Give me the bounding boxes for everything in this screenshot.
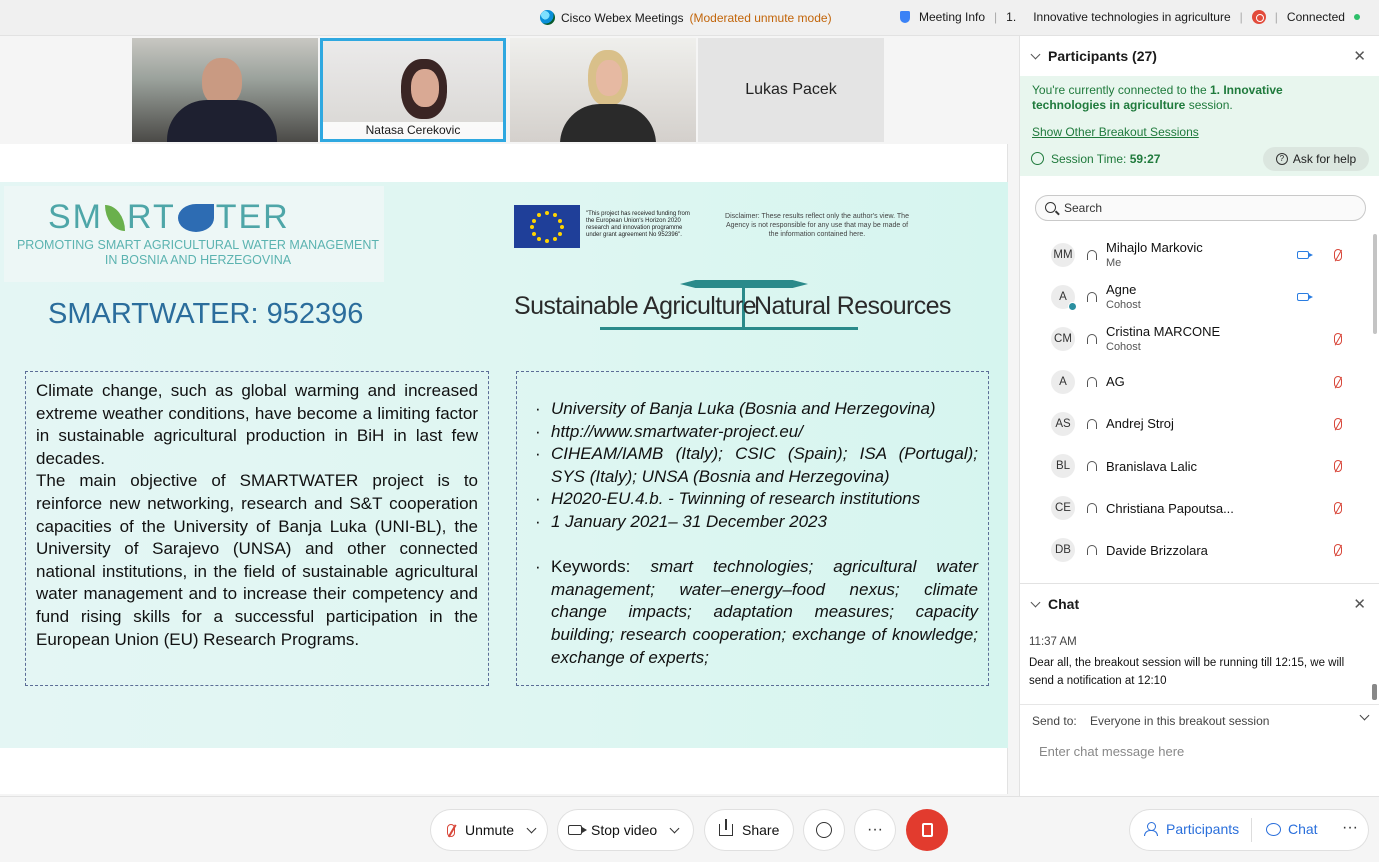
chat-section [1020, 583, 1379, 796]
logo-title [48, 198, 290, 237]
video-strip [0, 36, 1008, 144]
participant-face [596, 60, 622, 96]
chevron-down-icon[interactable] [670, 823, 680, 833]
leaf-icon [105, 205, 125, 231]
share-button[interactable] [705, 810, 793, 850]
meeting-info-button[interactable]: Meeting Info [919, 10, 986, 24]
participant-row[interactable] [1020, 529, 1370, 571]
logo-text: RT [127, 198, 176, 236]
disclaimer: Disclaimer: These results reflect only the author's view. The Agency is not responsible for any use that may be made of the information contained here. [725, 213, 909, 238]
participant-list-scrollbar[interactable] [1373, 234, 1377, 334]
unmute-mode-label: (Moderated unmute mode) [689, 10, 832, 25]
participants-title: Participants (27) [1048, 48, 1157, 64]
participants-header[interactable] [1020, 36, 1379, 76]
water-drop-icon [178, 204, 214, 232]
mic-muted-icon[interactable] [1334, 376, 1342, 388]
shared-content-area [0, 144, 1008, 794]
detail-item: · http://www.smartwater-project.eu/ [527, 421, 978, 444]
detail-item: · University of Banja Luka (Bosnia and Herzegovina) [527, 398, 978, 421]
presence-icon [1068, 302, 1077, 311]
avatar [1051, 285, 1075, 309]
send-to-value[interactable]: Everyone in this breakout session [1090, 714, 1270, 728]
panel-toggle-group [1130, 810, 1368, 850]
avatar: MM [1051, 243, 1075, 267]
banner-prefix: You're currently connected to the [1032, 83, 1207, 97]
participant-name: Agne [1106, 282, 1137, 298]
participant-head [202, 58, 242, 106]
description-paragraph: The main objective of SMARTWATER project is to reinforce new networking, research and S&T cooperation capacities of the University of Banja Luka (UNI-BL), the University of Sarajevo (UNSA) and other connected national institutions, in the field of sustainable agricultural water management and to increase their competency and fund rising skills for a successful participation in the European Union (EU) Research Programs. [36, 471, 478, 649]
video-tile[interactable] [510, 38, 696, 142]
chevron-down-icon[interactable] [1031, 597, 1041, 607]
participant-name: Andrej Stroj [1106, 416, 1174, 432]
shield-icon[interactable] [900, 11, 910, 23]
video-tile-name: Lukas Pacek [745, 81, 837, 98]
mic-muted-icon[interactable] [1334, 502, 1342, 514]
chat-message: Dear all, the breakout session will be running till 12:15, we will send a notification at 12:10 [1029, 657, 1345, 687]
mic-muted-icon[interactable] [1334, 418, 1342, 430]
app-name: Cisco Webex Meetings [561, 10, 684, 25]
chat-timestamp: 11:37 AM [1029, 636, 1077, 648]
sa-logo-base [600, 327, 858, 330]
side-panel [1019, 36, 1379, 796]
headset-icon [1087, 377, 1097, 387]
detail-item: · CIHEAM/IAMB (Italy); CSIC (Spain); ISA (Portugal); SYS (Italy); UNSA (Bosnia and Herzegovina) [527, 443, 978, 488]
help-icon: ? [1276, 153, 1288, 165]
video-camera-icon [568, 825, 582, 835]
chevron-down-icon[interactable] [1360, 711, 1370, 721]
keywords-label: Keywords: [551, 557, 631, 577]
keywords-text: smart technologies; agricultural water management; water–energy–food nexus; climate change impacts; adaptation measures; capacity building; research cooperation; exchange of knowledge; exchange of experts; [551, 557, 978, 667]
video-camera-icon[interactable] [1297, 251, 1309, 259]
keywords-item [527, 556, 978, 669]
avatar: BL [1051, 454, 1075, 478]
reactions-button[interactable] [804, 810, 844, 850]
video-camera-icon[interactable] [1297, 293, 1309, 301]
headset-icon [1087, 419, 1097, 429]
connected-dot-icon [1354, 14, 1360, 20]
mic-muted-icon[interactable] [1334, 460, 1342, 472]
app-title [540, 10, 832, 25]
avatar: CM [1051, 327, 1075, 351]
avatar: AS [1051, 412, 1075, 436]
logo-subtitle: PROMOTING SMART AGRICULTURAL WATER MANAGEMENT IN BOSNIA AND HERZEGOVINA [16, 238, 380, 267]
participants-label: Participants [1166, 821, 1240, 837]
participant-body [560, 104, 656, 142]
project-description-box [25, 371, 489, 686]
send-to-label: Send to: [1032, 714, 1077, 728]
participant-name: Christiana Papoutsa... [1106, 500, 1234, 516]
logo-text: SM [48, 198, 103, 236]
session-time-label: Session Time: [1051, 152, 1127, 166]
stop-video-label: Stop video [591, 822, 658, 838]
video-tile-active-speaker[interactable] [320, 38, 506, 142]
chat-title: Chat [1048, 596, 1080, 612]
unmute-button[interactable] [431, 810, 547, 850]
more-icon: ··· [867, 821, 883, 838]
participant-name: AG [1106, 374, 1125, 390]
avatar: A [1051, 370, 1075, 394]
search-icon [1045, 202, 1056, 213]
avatar-initials: A [1059, 291, 1067, 304]
detail-item: · 1 January 2021– 31 December 2023 [527, 511, 978, 534]
participant-name: Cristina MARCONE [1106, 324, 1221, 340]
headset-icon [1087, 334, 1097, 344]
person-icon [1144, 822, 1158, 836]
smartwater-logo [4, 186, 384, 282]
search-placeholder: Search [1064, 201, 1103, 215]
ask-for-help-label: Ask for help [1292, 152, 1357, 166]
participant-role: Cohost [1106, 341, 1141, 354]
video-tile-no-video[interactable] [698, 38, 884, 142]
detail-item: · H2020-EU.4.b. - Twinning of research institutions [527, 488, 978, 511]
send-to-selector[interactable] [1020, 704, 1379, 734]
avatar: DB [1051, 538, 1075, 562]
banner-session-name: 1. Innovative technologies in agriculture [1032, 83, 1283, 112]
clock-icon [1031, 152, 1044, 165]
more-icon[interactable]: ··· [1342, 819, 1358, 836]
participant-row[interactable] [1020, 487, 1370, 529]
participant-name: Mihajlo Markovic [1106, 240, 1203, 255]
participant-row[interactable] [1020, 276, 1370, 318]
headset-icon [1087, 461, 1097, 471]
mic-muted-icon [447, 824, 455, 837]
mic-muted-icon[interactable] [1334, 544, 1342, 556]
eu-flag-icon [514, 205, 580, 248]
participant-name: Branislava Lalic [1106, 458, 1198, 474]
natural-resources-label: Natural Resources [754, 292, 951, 320]
avatar: CE [1051, 496, 1075, 520]
participant-row[interactable] [1020, 361, 1370, 403]
show-other-sessions-link[interactable]: Show Other Breakout Sessions [1032, 125, 1199, 139]
session-name: Innovative technologies in agriculture [1033, 10, 1231, 24]
chat-toggle-button[interactable] [1266, 821, 1318, 837]
chat-header[interactable] [1020, 584, 1379, 624]
webex-logo-icon [540, 10, 555, 25]
session-number: 1. [1006, 10, 1017, 24]
session-time-row [1020, 144, 1379, 174]
headset-icon [1087, 503, 1097, 513]
participants-toggle-button[interactable] [1144, 821, 1239, 837]
session-banner-text [1032, 83, 1352, 113]
participant-row[interactable] [1020, 403, 1370, 445]
sustainable-agriculture-label: Sustainable Agriculture [514, 292, 756, 320]
participant-row[interactable] [1020, 234, 1370, 276]
leave-icon [922, 823, 933, 837]
eu-funding-statement: "This project has received funding from the European Union's Horizon 2020 research and innovation programme under grant agreement No 952396". [586, 211, 690, 238]
presentation-slide [0, 182, 1008, 748]
participant-row[interactable] [1020, 445, 1370, 487]
participant-body [167, 100, 277, 142]
divider [1251, 818, 1252, 842]
chat-scrollbar[interactable] [1372, 684, 1377, 700]
session-time-value: 59:27 [1129, 152, 1161, 166]
chevron-down-icon[interactable] [1031, 49, 1041, 59]
video-tile-name: Natasa Cerekovic [323, 122, 503, 139]
chat-message-input[interactable]: Enter chat message here [1039, 744, 1185, 759]
more-options-button[interactable] [855, 810, 895, 850]
connection-status: Connected [1286, 10, 1345, 24]
participant-search-input[interactable] [1035, 195, 1366, 221]
mic-muted-icon[interactable] [1334, 249, 1342, 261]
description-paragraph: Climate change, such as global warming and increased extreme weather conditions, have become a limiting factor in sustainable agricultural production in BiH in last few decades. [36, 381, 478, 468]
participant-face [411, 69, 439, 107]
divider: | [994, 10, 998, 24]
divider: | [1239, 10, 1243, 24]
close-icon[interactable]: ✕ [1353, 48, 1366, 65]
chat-label: Chat [1288, 821, 1318, 837]
mic-muted-icon[interactable] [1334, 333, 1342, 345]
smiley-icon [816, 822, 832, 838]
chevron-down-icon[interactable] [527, 823, 537, 833]
headset-icon [1087, 250, 1097, 260]
leave-meeting-button[interactable] [906, 809, 948, 851]
title-bar [0, 0, 1379, 36]
participant-name: Davide Brizzolara [1106, 542, 1208, 558]
unmute-label: Unmute [465, 822, 515, 838]
participant-list[interactable] [1020, 234, 1370, 582]
close-icon[interactable]: ✕ [1353, 596, 1366, 613]
participant-role: Cohost [1106, 299, 1141, 312]
video-tile[interactable] [132, 38, 318, 142]
project-details-box [516, 371, 989, 686]
participant-role: Me [1106, 257, 1122, 269]
divider: | [1274, 10, 1278, 24]
project-code: SMARTWATER: 952396 [48, 298, 364, 330]
stop-video-button[interactable] [558, 810, 693, 850]
share-label: Share [742, 822, 780, 838]
headset-icon [1087, 545, 1097, 555]
chat-bubble-icon [1266, 823, 1281, 836]
logo-text: TER [215, 198, 290, 236]
share-icon [719, 824, 733, 836]
participant-row[interactable] [1020, 318, 1370, 360]
ask-for-help-button[interactable] [1263, 147, 1369, 171]
banner-suffix: session. [1188, 98, 1233, 112]
session-time [1051, 152, 1160, 166]
headset-icon [1087, 292, 1097, 302]
recording-icon[interactable] [1252, 10, 1266, 24]
meeting-controls [0, 796, 1379, 862]
